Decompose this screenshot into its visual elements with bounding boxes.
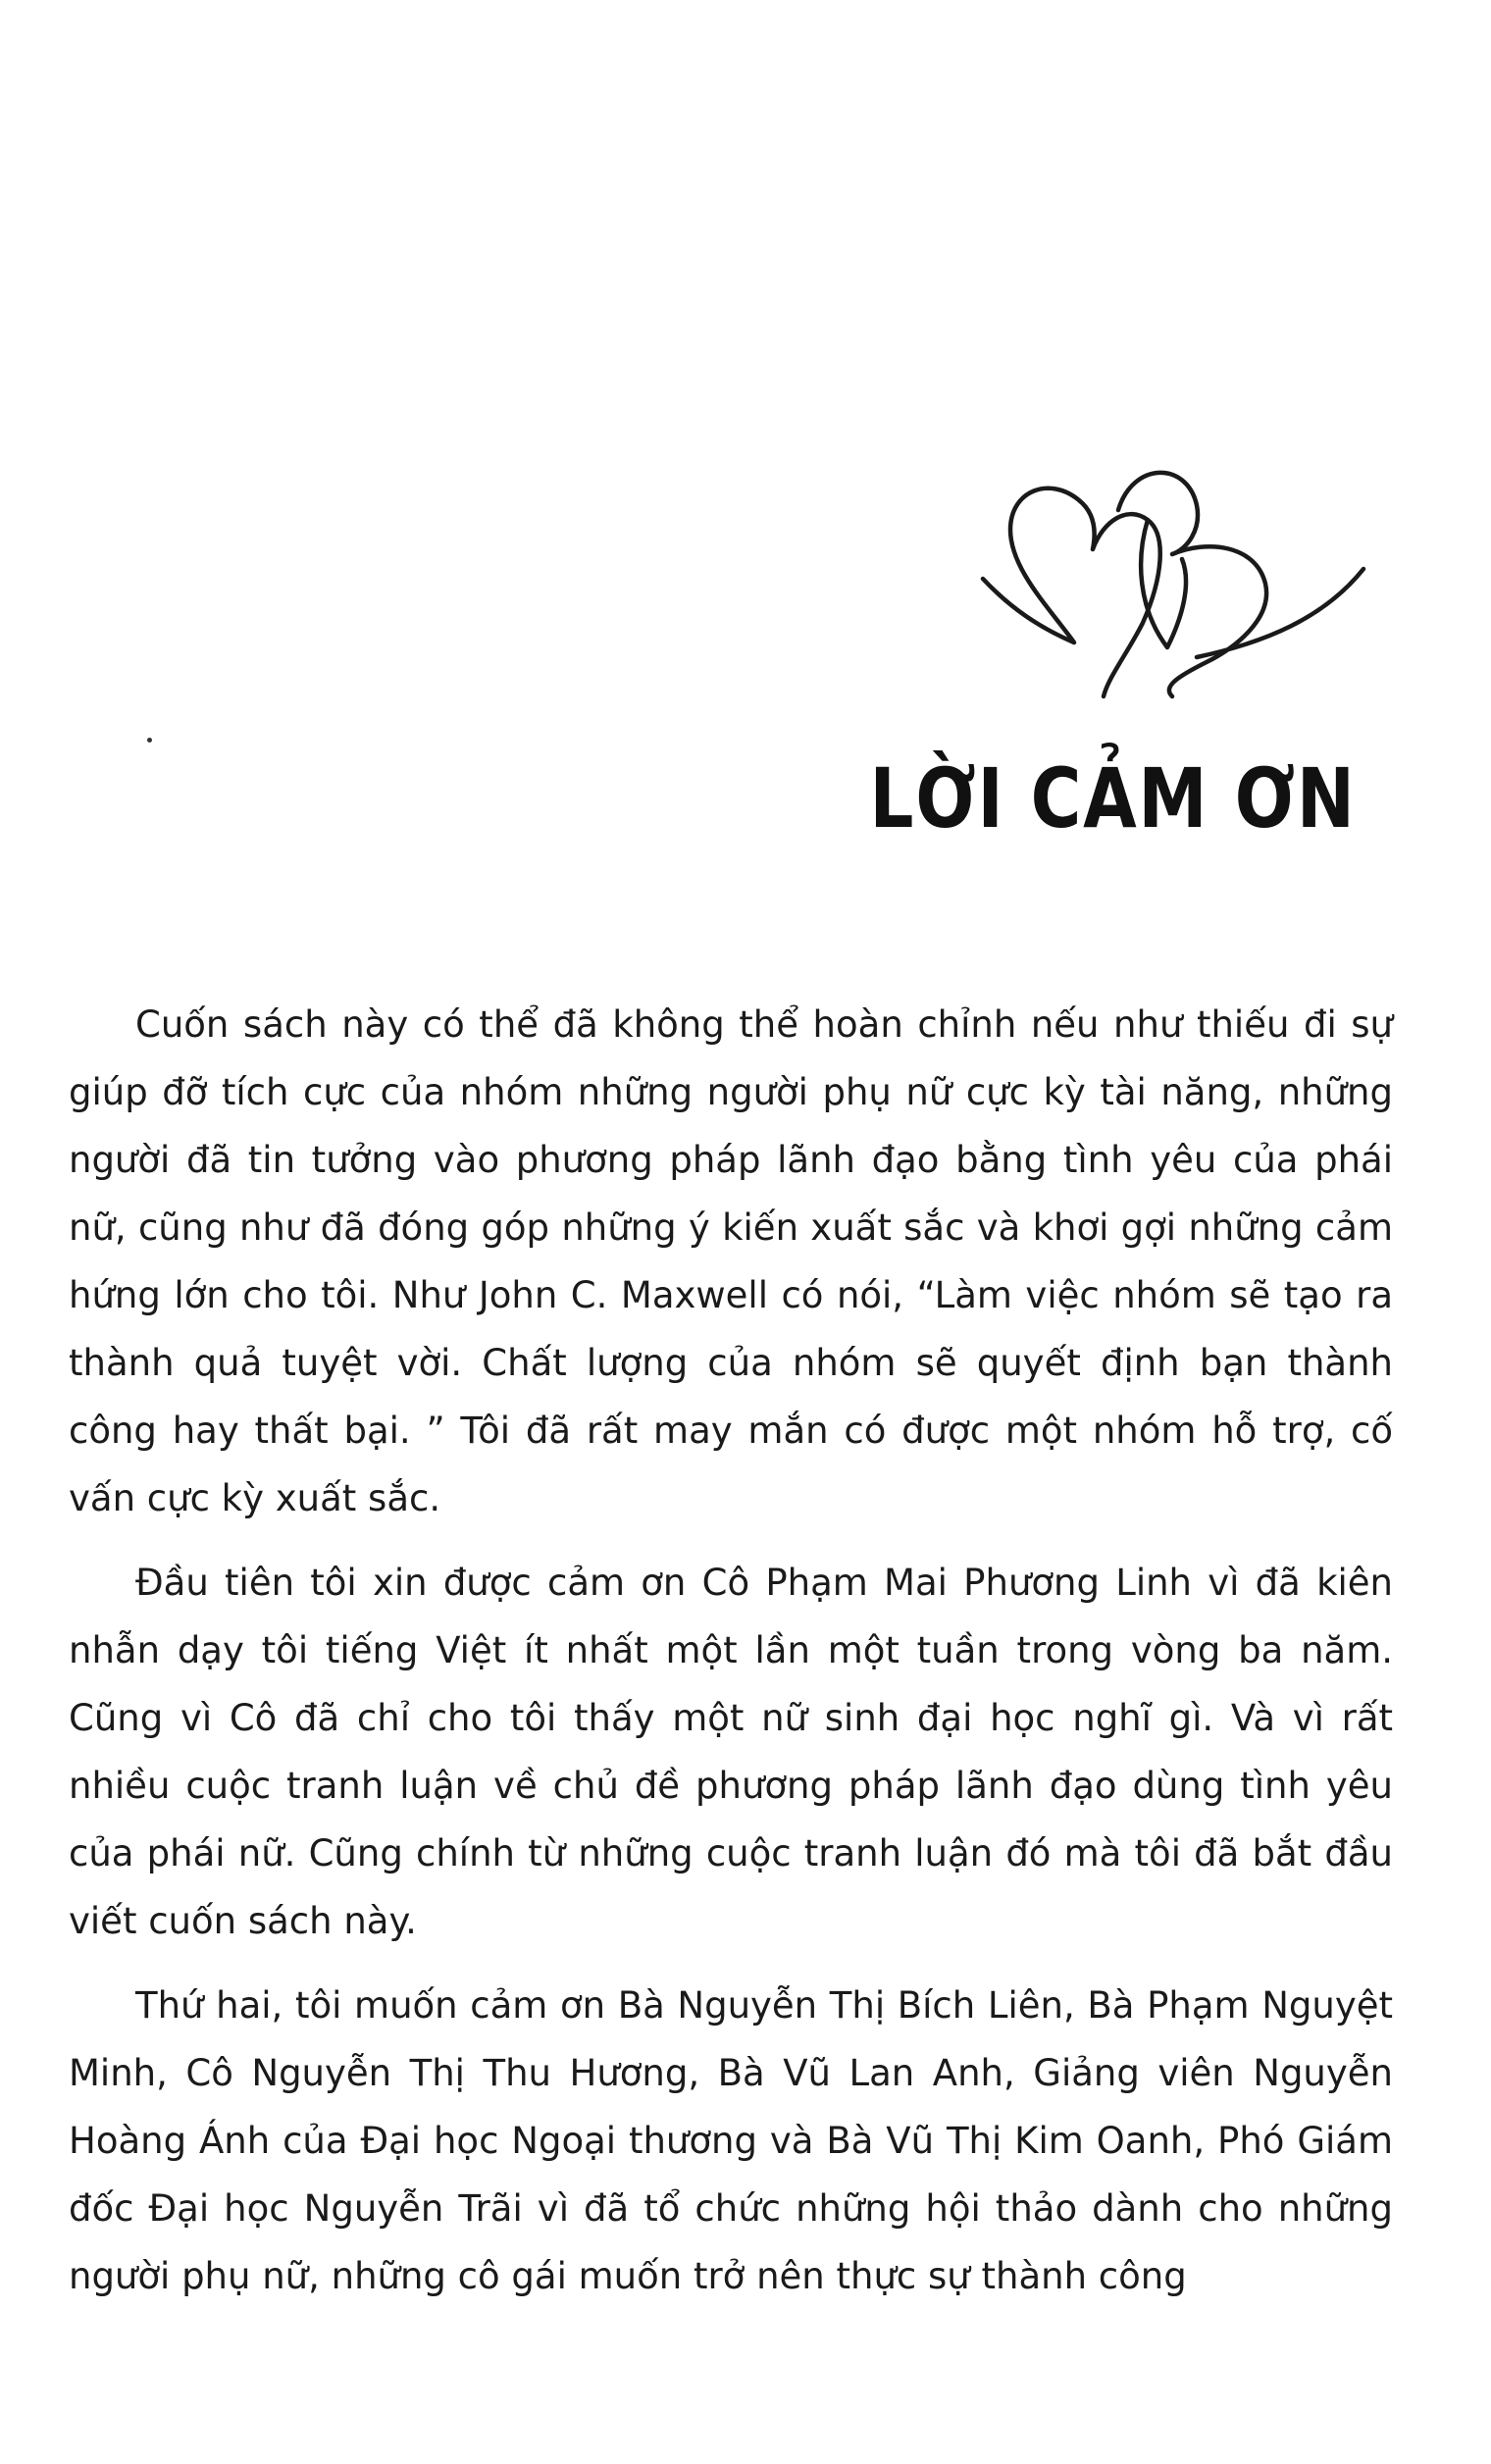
paragraph-3: Thứ hai, tôi muốn cảm ơn Bà Nguyễn Thị Bích Liên, Bà Phạm Nguyệt Minh, Cô Nguyễn Thị Thu Hương, Bà Vũ Lan Anh, Giảng viên Nguyễn Hoàng Ánh của Đại học Ngoại thương và Bà Vũ Thị Kim Oanh, Phó Giám đốc Đại học Nguyễn Trãi vì đã tổ chức những hội thảo dành cho những người phụ nữ, những cô gái muốn trở nên thực sự thành công (69, 1984, 1393, 2297)
double-heart-flourish-icon (971, 451, 1383, 716)
body-text (69, 991, 1393, 2327)
paragraph-1: Cuốn sách này có thể đã không thể hoàn chỉnh nếu như thiếu đi sự giúp đỡ tích cực của nhóm những người phụ nữ cực kỳ tài năng, những người đã tin tưởng vào phương pháp lãnh đạo bằng tình yêu của phái nữ, cũng như đã đóng góp những ý kiến xuất sắc và khơi gợi những cảm hứng lớn cho tôi. Như John C. Maxwell có nói, “Làm việc nhóm sẽ tạo ra thành quả tuyệt vời. Chất lượng của nhóm sẽ quyết định bạn thành công hay thất bại. ” Tôi đã rất may mắn có được một nhóm hỗ trợ, cố vấn cực kỳ xuất sắc. (69, 1003, 1393, 1519)
print-speck (147, 738, 152, 743)
page-title: LỜI CẢM ƠN (869, 750, 1357, 847)
paragraph-2: Đầu tiên tôi xin được cảm ơn Cô Phạm Mai Phương Linh vì đã kiên nhẫn dạy tôi tiếng Việt ít nhất một lần một tuần trong vòng ba năm. Cũng vì Cô đã chỉ cho tôi thấy một nữ sinh đại học nghĩ gì. Và vì rất nhiều cuộc tranh luận về chủ đề phương pháp lãnh đạo dùng tình yêu của phái nữ. Cũng chính từ những cuộc tranh luận đó mà tôi đã bắt đầu viết cuốn sách này. (69, 1562, 1393, 1942)
